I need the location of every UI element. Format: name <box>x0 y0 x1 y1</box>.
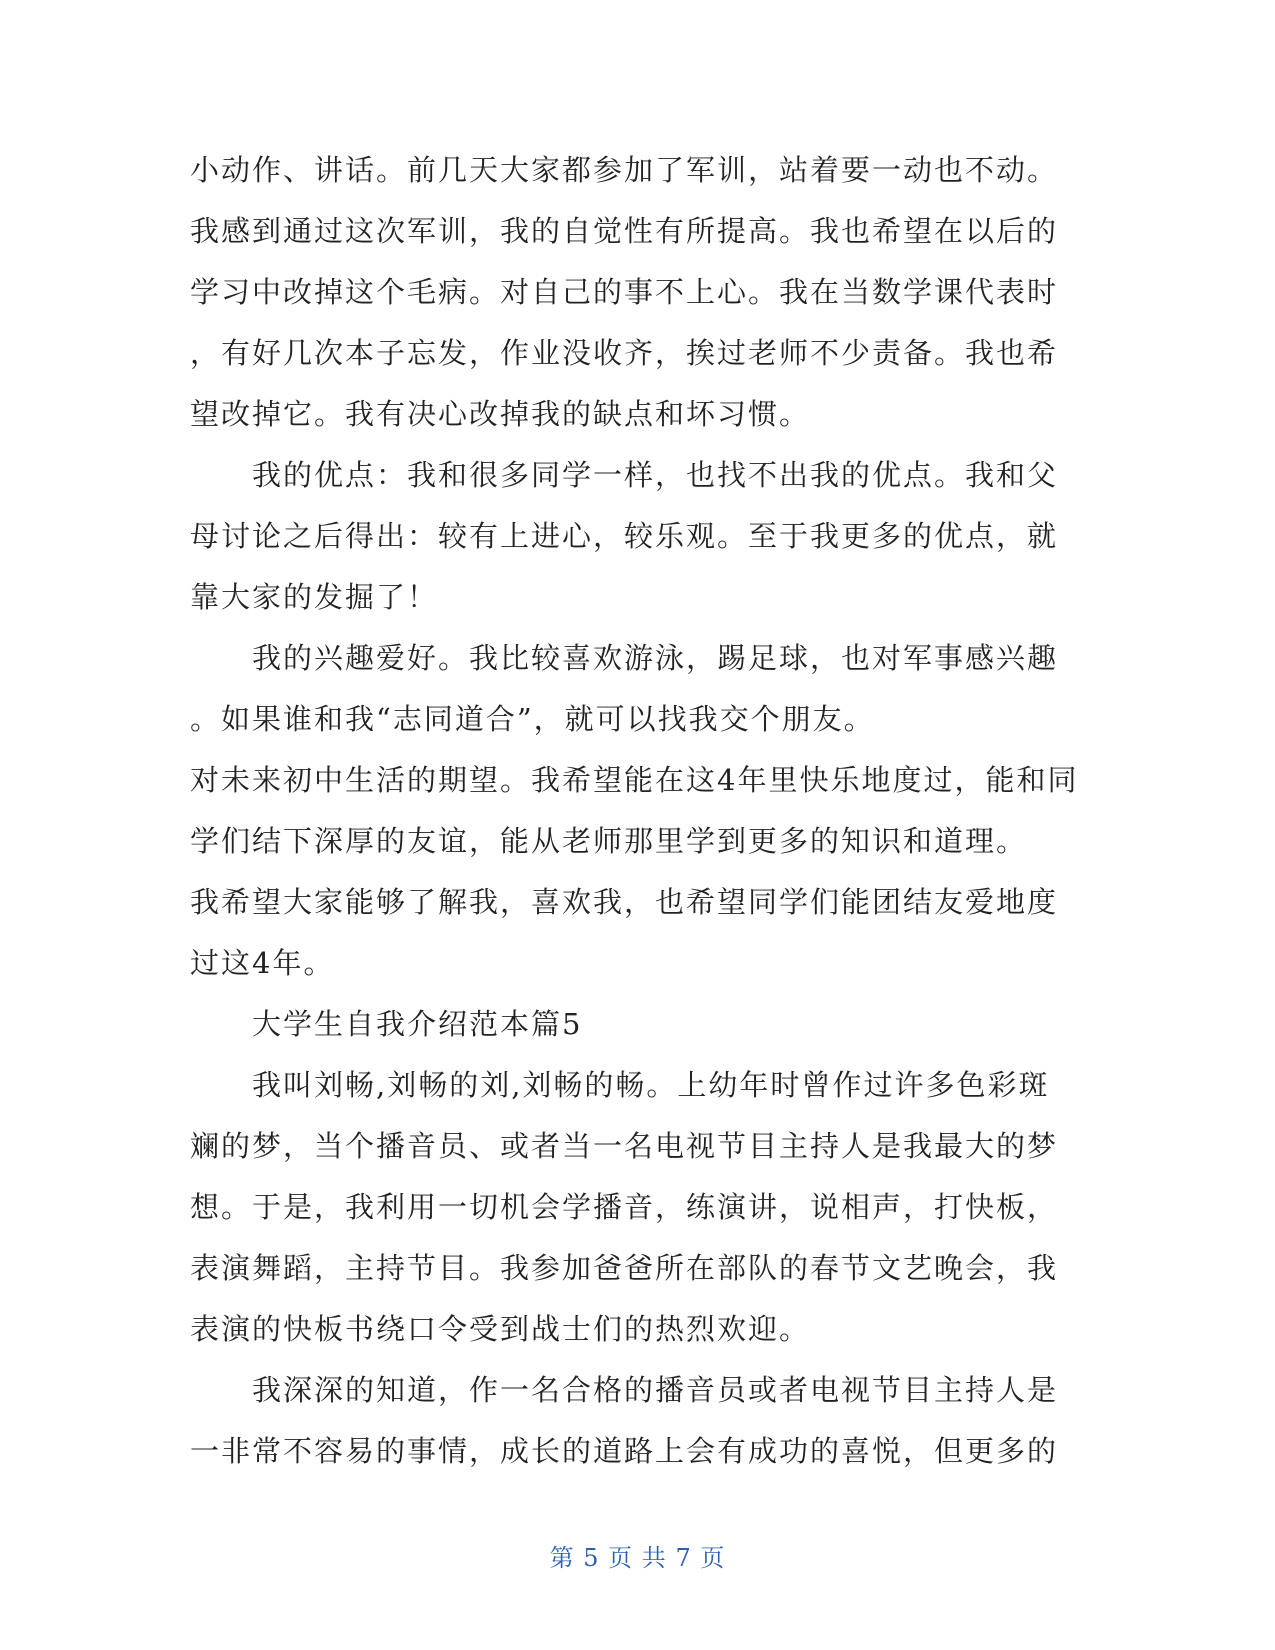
document-body <box>190 140 1085 1482</box>
text-line: 斓的梦，当个播音员、或者当一名电视节目主持人是我最大的梦 <box>190 1129 1059 1163</box>
text-line: 我深深的知道，作一名合格的播音员或者电视节目主持人是 <box>190 1373 1059 1407</box>
page-number-footer: 第 5 页 共 7 页 <box>549 1544 726 1572</box>
text-line: 想。于是，我利用一切机会学播音，练演讲，说相声，打快板， <box>190 1190 1059 1224</box>
text-line: 表演的快板书绕口令受到战士们的热烈欢迎。 <box>190 1312 811 1346</box>
text-line: 。如果谁和我“志同道合”，就可以找我交个朋友。 <box>190 702 875 736</box>
text-line: 我的兴趣爱好。我比较喜欢游泳，踢足球，也对军事感兴趣 <box>190 641 1059 675</box>
text-line: 过这4年。 <box>190 946 335 980</box>
text-line: 学们结下深厚的友谊，能从老师那里学到更多的知识和道理。 <box>190 824 1028 858</box>
section-heading: 大学生自我介绍范本篇5 <box>190 1007 583 1041</box>
text-line: 我希望大家能够了解我，喜欢我，也希望同学们能团结友爱地度 <box>190 885 1059 919</box>
text-line: 对未来初中生活的期望。我希望能在这4年里快乐地度过，能和同 <box>190 763 1079 797</box>
text-line: 我的优点：我和很多同学一样，也找不出我的优点。我和父 <box>190 458 1059 492</box>
text-line: 望改掉它。我有决心改掉我的缺点和坏习惯。 <box>190 397 811 431</box>
text-line: 一非常不容易的事情，成长的道路上会有成功的喜悦，但更多的 <box>190 1434 1059 1468</box>
text-line: 靠大家的发掘了！ <box>190 580 439 614</box>
text-line: 我叫刘畅,刘畅的刘,刘畅的畅。上幼年时曾作过许多色彩斑 <box>190 1068 1050 1102</box>
text-line: 学习中改掉这个毛病。对自己的事不上心。我在当数学课代表时 <box>190 275 1059 309</box>
text-line: 小动作、讲话。前几天大家都参加了军训，站着要一动也不动。 <box>190 153 1059 187</box>
text-line: ，有好几次本子忘发，作业没收齐，挨过老师不少责备。我也希 <box>190 336 1059 370</box>
body-text <box>190 140 1085 1482</box>
text-line: 母讨论之后得出：较有上进心，较乐观。至于我更多的优点，就 <box>190 519 1059 553</box>
text-line: 我感到通过这次军训，我的自觉性有所提高。我也希望在以后的 <box>190 214 1059 248</box>
text-line: 表演舞蹈，主持节目。我参加爸爸所在部队的春节文艺晚会，我 <box>190 1251 1059 1285</box>
